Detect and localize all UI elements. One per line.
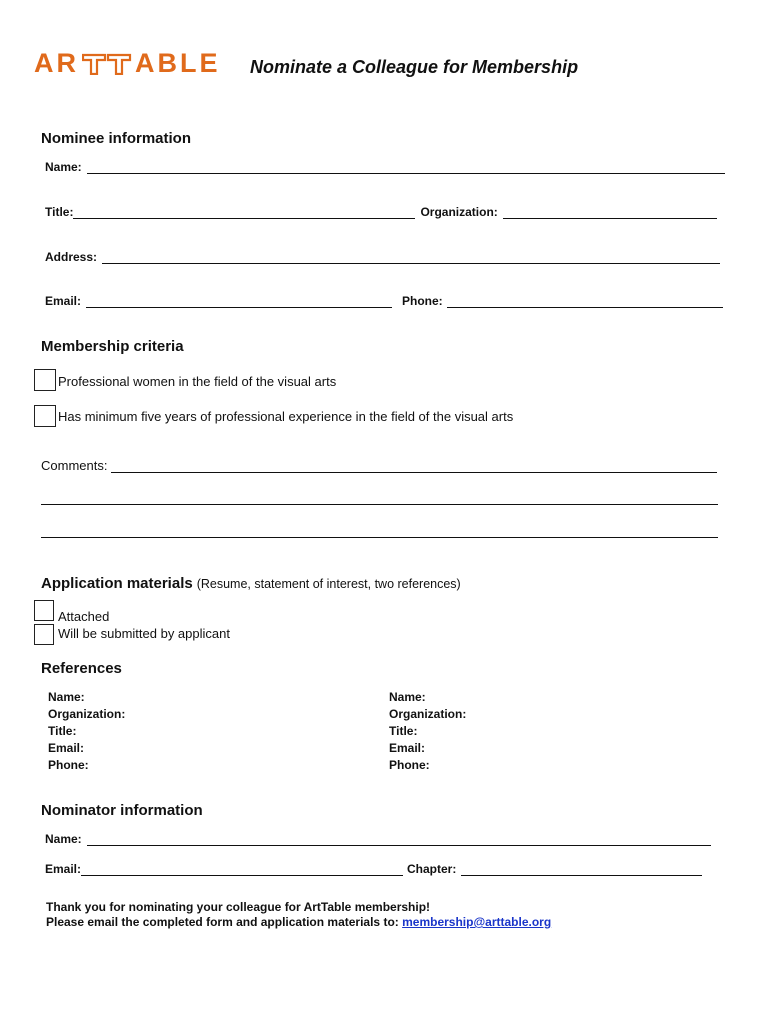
comments-field-line-3[interactable] bbox=[41, 537, 718, 538]
criteria-item-1: Professional women in the field of the visual arts bbox=[58, 374, 337, 389]
nominee-email-row bbox=[45, 294, 723, 308]
membership-email-link[interactable]: membership@arttable.org bbox=[402, 915, 552, 929]
reference-1-email-label: Email: bbox=[48, 741, 85, 755]
reference-1-title-label: Title: bbox=[48, 724, 77, 738]
reference-2-title-label: Title: bbox=[389, 724, 418, 738]
reference-2-email-label: Email: bbox=[389, 741, 426, 755]
reference-1-phone-label: Phone: bbox=[48, 758, 89, 772]
footer-email-line bbox=[46, 915, 746, 930]
materials-option-later: Will be submitted by applicant bbox=[58, 626, 230, 641]
reference-2 bbox=[389, 689, 466, 774]
nominator-chapter-field[interactable] bbox=[461, 863, 702, 876]
nominee-organization-field[interactable] bbox=[503, 206, 717, 219]
nominee-title-label: Title: bbox=[45, 205, 74, 219]
footer-message bbox=[46, 900, 746, 930]
logo-tt-icon bbox=[82, 53, 132, 75]
comments-field-line-1[interactable] bbox=[111, 459, 717, 473]
reference-1-organization-label: Organization: bbox=[48, 707, 126, 721]
nominator-heading: Nominator information bbox=[41, 802, 203, 819]
logo-text-start: AR bbox=[34, 48, 79, 78]
arttable-logo bbox=[34, 50, 221, 77]
reference-1 bbox=[48, 689, 125, 774]
materials-heading: Application materials bbox=[41, 575, 193, 592]
nominee-name-field[interactable] bbox=[87, 161, 725, 174]
nominator-chapter-label: Chapter: bbox=[407, 862, 457, 876]
nominee-email-label: Email: bbox=[45, 294, 82, 308]
logo-text-end: ABLE bbox=[135, 48, 221, 78]
nominee-address-field[interactable] bbox=[102, 251, 720, 264]
reference-2-phone-label: Phone: bbox=[389, 758, 430, 772]
criteria-checkbox-1[interactable] bbox=[34, 369, 56, 391]
nominee-email-field[interactable] bbox=[86, 295, 392, 308]
criteria-checkbox-2[interactable] bbox=[34, 405, 56, 427]
footer-thanks-line: Thank you for nominating your colleague for ArtTable membership! bbox=[46, 900, 431, 914]
reference-1-name-label: Name: bbox=[48, 690, 85, 704]
nominator-email-field[interactable] bbox=[81, 863, 403, 876]
nominator-name-row bbox=[45, 832, 711, 846]
criteria-item-2: Has minimum five years of professional experience in the field of the visual arts bbox=[58, 409, 514, 424]
reference-2-name-label: Name: bbox=[389, 690, 426, 704]
nominator-name-label: Name: bbox=[45, 832, 82, 846]
nominee-title-row bbox=[45, 205, 717, 219]
references-heading: References bbox=[41, 660, 122, 677]
nominee-name-label: Name: bbox=[45, 160, 82, 174]
nominee-name-row bbox=[45, 160, 725, 174]
document-title: Nominate a Colleague for Membership bbox=[250, 57, 579, 77]
nominator-email-label: Email: bbox=[45, 862, 82, 876]
comments-row bbox=[41, 458, 717, 473]
comments-label: Comments: bbox=[41, 458, 108, 473]
logo-tt-mark bbox=[82, 53, 132, 75]
materials-checkbox-attached[interactable] bbox=[34, 600, 54, 621]
nominator-name-field[interactable] bbox=[87, 833, 711, 846]
nominee-phone-field[interactable] bbox=[447, 295, 723, 308]
nominator-email-row bbox=[45, 862, 702, 876]
materials-checkbox-later[interactable] bbox=[34, 624, 54, 645]
criteria-heading: Membership criteria bbox=[41, 338, 184, 355]
comments-field-line-2[interactable] bbox=[41, 504, 718, 505]
nominee-address-label: Address: bbox=[45, 250, 98, 264]
footer-email-prompt: Please email the completed form and application materials to: bbox=[46, 915, 403, 929]
materials-heading-row bbox=[41, 575, 461, 592]
nominee-organization-label: Organization: bbox=[420, 205, 498, 219]
nominee-address-row bbox=[45, 250, 720, 264]
reference-2-organization-label: Organization: bbox=[389, 707, 467, 721]
nominee-title-field[interactable] bbox=[73, 206, 415, 219]
materials-option-attached: Attached bbox=[58, 609, 110, 624]
nominee-phone-label: Phone: bbox=[402, 294, 443, 308]
nominee-heading: Nominee information bbox=[41, 130, 192, 147]
materials-note: (Resume, statement of interest, two references) bbox=[196, 577, 461, 591]
